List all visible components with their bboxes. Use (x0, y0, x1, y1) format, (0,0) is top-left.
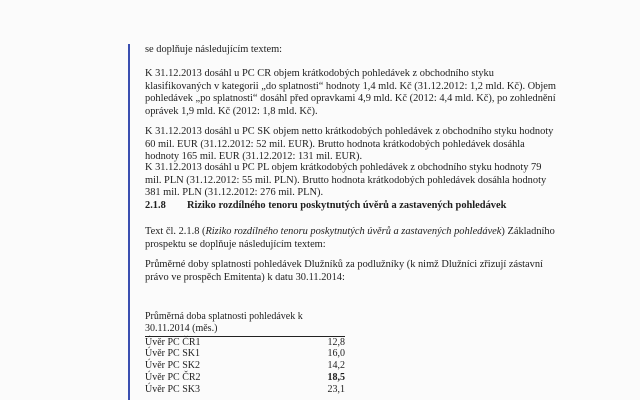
cr-line-3: pohledávek „po splatnosti“ dosáhl před opravkami 4,9 mld. Kč (2012: 4,4 mld. Kč), po zohlednění (145, 93, 556, 104)
row-label: Úvěr PC SK2 (145, 360, 201, 372)
table-row (145, 360, 345, 372)
row-label: Úvěr PC ČR1 (145, 336, 201, 348)
row-label: Úvěr PC SK3 (145, 383, 201, 395)
intro-line: se doplňuje následujícím textem: (145, 44, 283, 55)
margin-rule (128, 44, 130, 400)
cr-line-4: oprávek 1,9 mld. Kč (2012: 1,8 mld. Kč). (145, 105, 318, 117)
row-value: 12,8 (327, 336, 345, 348)
table-row (145, 348, 345, 360)
avg-line-2: právo ve prospěch Emitenta) k datu 30.11.2014: (145, 271, 345, 283)
row-label: Úvěr PC ČR2 (145, 371, 201, 383)
avg-line-1: Průměrné doby splatnosti pohledávek Dlužníků za podlužníky (k nimž Dlužníci zřizují zástavní (145, 259, 543, 270)
row-value: 14,2 (327, 360, 345, 372)
pl-line-3: 381 mil. PLN (31.12.2012: 276 mil. PLN). (145, 187, 324, 198)
pl-line-2: mil. PLN (31.12.2012: 55 mil. PLN). Brutto hodnota krátkodobých pohledávek dosáhla hodnoty (145, 174, 547, 186)
row-label: Úvěr PC SK1 (145, 348, 201, 360)
sk-line-2: 60 mil. EUR (31.12.2012: 52 mil. EUR). Brutto hodnota krátkodobých pohledávek dosáhla (145, 138, 525, 150)
section-heading (145, 200, 506, 213)
sk-line-1: K 31.12.2013 dosáhl u PC SK objem netto krátkodobých pohledávek z obchodního styku hodnoty (145, 126, 554, 137)
table-row (145, 337, 345, 349)
section-number: 2.1.8 (145, 200, 166, 211)
section-title: Riziko rozdílného tenoru poskytnutých úvěrů a zastavených pohledávek (187, 200, 507, 211)
text218-italic: Riziko rozdílného tenoru poskytnutých úvěrů a zastavených pohledávek (205, 226, 502, 237)
row-value: 23,1 (327, 383, 345, 395)
sk-line-3: hodnoty 165 mil. EUR (31.12.2012: 131 mil. EUR). (145, 151, 363, 162)
maturity-table (145, 311, 345, 396)
row-value: 18,5 (327, 371, 345, 383)
text218-prefix: Text čl. 2.1.8 ( (145, 226, 206, 237)
cr-line-1: K 31.12.2013 dosáhl u PC CR objem krátkodobých pohledávek z obchodního styku (145, 68, 494, 79)
table-row (145, 384, 345, 396)
text218-line-1 (145, 226, 555, 239)
text218-line-2: prospektu se doplňuje následujícím textem: (145, 238, 326, 250)
row-value: 16,0 (327, 348, 345, 360)
cr-line-2: klasifikovaných v kategorii „do splatnosti“ hodnoty 1,4 mld. Kč (31.12.2012: 1,2 mld. Kč). Objem (145, 80, 556, 92)
text218-suffix: ) Základního (501, 226, 555, 237)
table-header: Průměrná doba splatnosti pohledávek k 30.11.2014 (měs.) (145, 311, 345, 337)
pl-line-1: K 31.12.2013 dosáhl u PC PL objem krátkodobých pohledávek z obchodního styku hodnoty 79 (145, 162, 542, 173)
table-row (145, 372, 345, 384)
